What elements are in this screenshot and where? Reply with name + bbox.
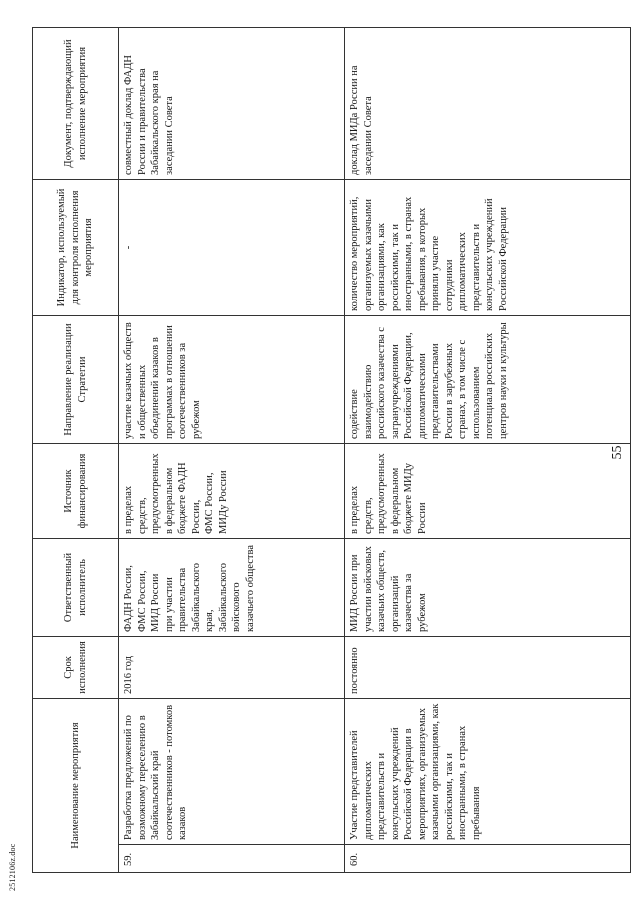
header-name: Наименование мероприятия (33, 698, 119, 872)
deadline: 2016 год (119, 636, 345, 698)
indicator: - (119, 179, 345, 315)
header-funding: Источник финансирования (33, 443, 119, 538)
responsible: ФАДН России, ФМС России, МИД России при участии правительства Забайкальского края, Забайкальского войскового казачьего общества (119, 538, 345, 636)
funding: в пределах средств, предусмотренных в федеральном бюджете МИДу России (345, 443, 631, 538)
header-deadline: Срок исполнения (33, 636, 119, 698)
confirming-document: доклад МИДа России на заседании Совета (345, 27, 631, 179)
page-number: 55 (610, 445, 625, 460)
confirming-document: совместный доклад ФАДН России и правительства Забайкальского края на заседании Совета (119, 27, 345, 179)
row-number: 59. (119, 845, 345, 873)
deadline: постоянно (345, 636, 631, 698)
table-header-row (33, 27, 119, 872)
direction: участие казачьих обществ и общественных объединений казаков в программах в отношении соотечественников за рубежом (119, 315, 345, 443)
header-responsible: Ответственный исполнитель (33, 538, 119, 636)
row-number: 60. (345, 845, 631, 873)
direction: содействие взаимодействию российского казачества с загранучреждениями Российской Федерации, дипломатическими представительствами России в зарубежных странах, в том числе с использованием потенциала российских центров науки и культуры (345, 315, 631, 443)
event-name: Участие представителей дипломатических представительств и консульских учреждений Российской Федерации в мероприятиях, организуемых казачьими организациями, как российскими, так и иностранными, в странах пребывания (345, 698, 631, 844)
action-plan-table (32, 27, 631, 873)
header-direction: Направление реализации Стратегии (33, 315, 119, 443)
header-indicator: Индикатор, используемый для контроля исполнения мероприятия (33, 179, 119, 315)
indicator: количество мероприятий, организуемых казачьими организациями, как российскими, так и иностранными, в странах пребывания, в которых приняли участие сотрудники дипломатических представительств и консульских учреждений Российской Федерации (345, 179, 631, 315)
responsible: МИД России при участии войсковых казачьих обществ, организаций казачества за рубежом (345, 538, 631, 636)
header-document: Документ, подтверждающий исполнение мероприятия (33, 27, 119, 179)
funding: в пределах средств, предусмотренных в федеральном бюджете ФАДН России, ФМС России, МИДу России (119, 443, 345, 538)
document-id: 2512106z.doc (8, 843, 17, 891)
table-row (119, 27, 345, 872)
event-name: Разработка предложений по возможному переселению в Забайкальский край соотечественников - потомков казаков (119, 698, 345, 844)
table-row (345, 27, 631, 872)
